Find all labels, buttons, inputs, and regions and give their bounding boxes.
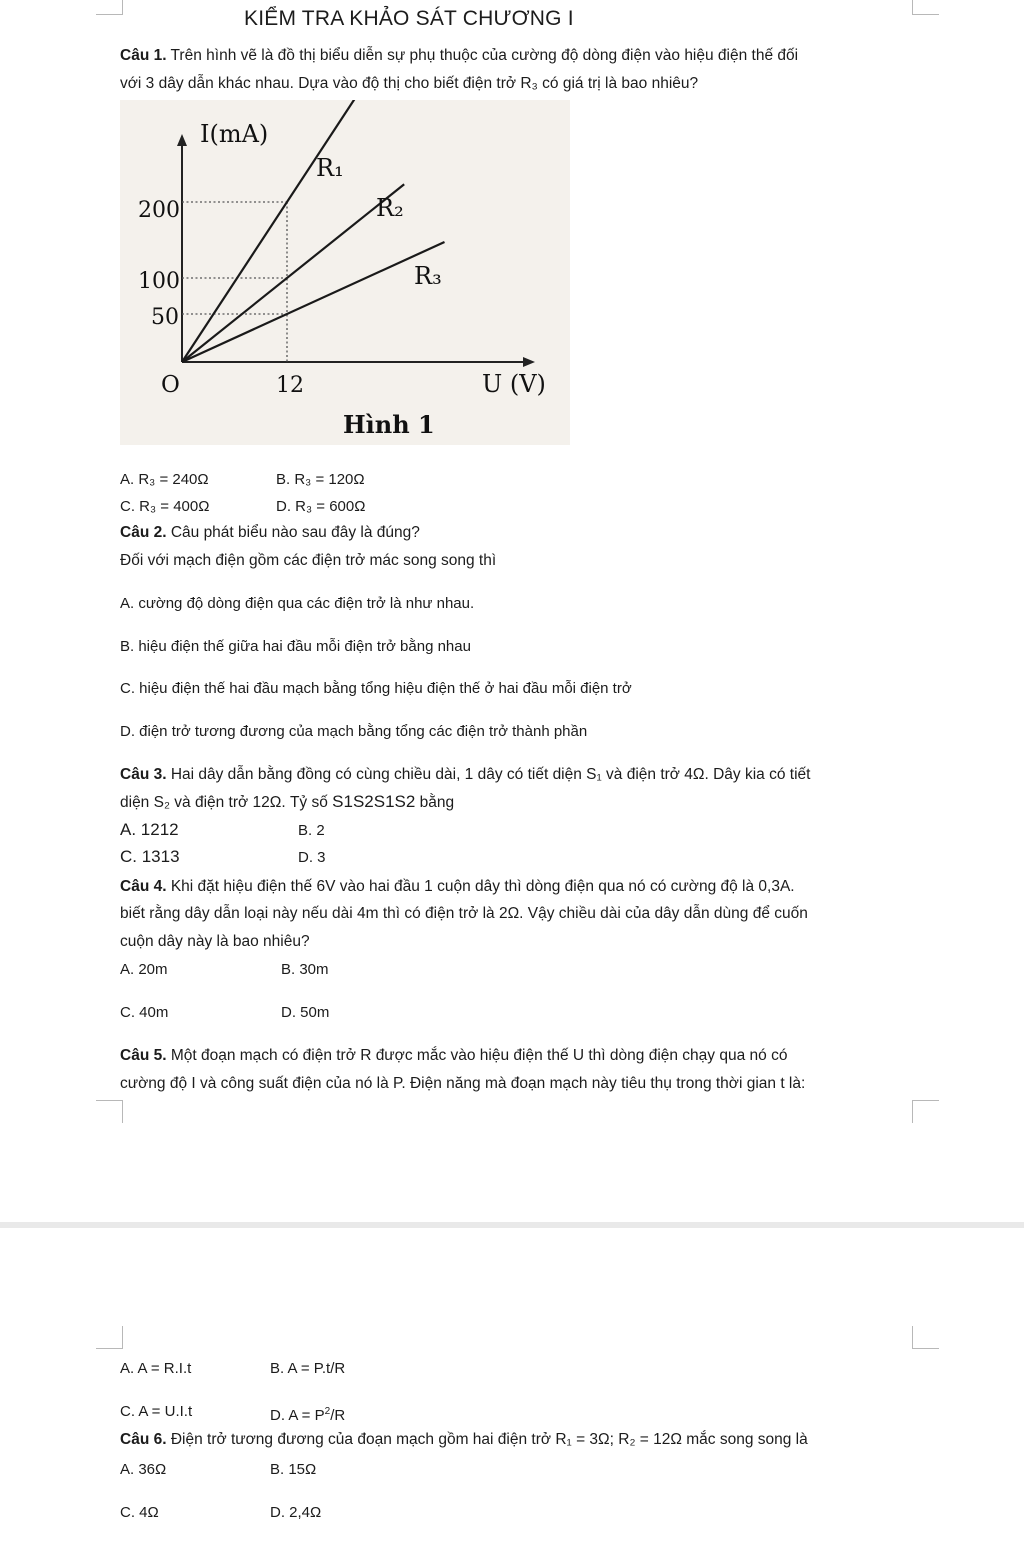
y-tick-100: 100 bbox=[138, 269, 180, 294]
y-axis-label: I(mA) bbox=[200, 120, 269, 148]
question-3-line-1 bbox=[120, 765, 810, 785]
question-4-label: Câu 4. bbox=[120, 878, 167, 895]
question-1-option-c[interactable]: C. R₃ = 400Ω bbox=[120, 498, 210, 515]
option-d-text-end: /R bbox=[330, 1407, 346, 1424]
crop-mark bbox=[912, 1100, 939, 1123]
question-2-option-c[interactable]: C. hiệu điện thế hai đầu mạch bằng tổng hiệu điện thế ở hai đầu mỗi điện trở bbox=[120, 680, 632, 697]
crop-mark bbox=[912, 1326, 939, 1349]
question-2-option-b[interactable]: B. hiệu điện thế giữa hai đầu mỗi điện trở bằng nhau bbox=[120, 638, 471, 655]
question-5-line-1 bbox=[120, 1046, 787, 1066]
question-1-option-d[interactable]: D. R₃ = 600Ω bbox=[276, 498, 366, 515]
question-5-line-2: cường độ I và công suất điện của nó là P. Điện năng mà đoạn mạch này tiêu thụ trong thời gian t là: bbox=[120, 1075, 806, 1092]
series-label-r2: R₂ bbox=[376, 194, 404, 222]
question-6-option-c[interactable]: C. 4Ω bbox=[120, 1504, 159, 1521]
question-4-option-b[interactable]: B. 30m bbox=[281, 961, 329, 978]
question-5-option-d[interactable] bbox=[270, 1402, 345, 1426]
question-6-option-d[interactable]: D. 2,4Ω bbox=[270, 1504, 322, 1521]
question-4-option-d[interactable]: D. 50m bbox=[281, 1004, 330, 1021]
question-5-option-a[interactable]: A. A = R.I.t bbox=[120, 1360, 192, 1377]
question-3-label: Câu 3. bbox=[120, 766, 167, 783]
question-3-option-b[interactable]: B. 2 bbox=[298, 822, 325, 839]
question-1-option-b[interactable]: B. R₃ = 120Ω bbox=[276, 471, 365, 488]
question-1-text: Trên hình vẽ là đồ thị biểu diễn sự phụ thuộc của cường độ dòng điện vào hiệu điện thế đối bbox=[166, 47, 799, 64]
question-6-option-a[interactable]: A. 36Ω bbox=[120, 1461, 167, 1478]
question-3-option-a[interactable]: A. 1212 bbox=[120, 820, 179, 839]
series-label-r3: R₃ bbox=[414, 262, 442, 290]
question-4-option-a[interactable]: A. 20m bbox=[120, 961, 168, 978]
question-3-text-c: bằng bbox=[415, 794, 455, 811]
question-6-text: Điện trở tương đương của đoạn mạch gồm hai điện trở R₁ = 3Ω; R₂ = 12Ω mắc song song là bbox=[166, 1431, 808, 1448]
series-label-r1: R₁ bbox=[316, 154, 344, 182]
question-6-line-1 bbox=[120, 1430, 808, 1450]
origin-label: O bbox=[161, 372, 180, 398]
question-5-option-b[interactable]: B. A = P.t/R bbox=[270, 1360, 346, 1377]
x-axis-label: U (V) bbox=[482, 370, 546, 398]
question-2-line-1 bbox=[120, 523, 420, 543]
y-tick-50: 50 bbox=[151, 305, 179, 330]
question-5-option-c[interactable]: C. A = U.I.t bbox=[120, 1403, 193, 1420]
figure-1-iu-graph bbox=[120, 100, 570, 450]
option-d-exponent: 2 bbox=[324, 1406, 331, 1417]
question-4-option-c[interactable]: C. 40m bbox=[120, 1004, 169, 1021]
question-2-stem: Đối với mạch điện gồm các điện trở mác song song thì bbox=[120, 552, 497, 569]
question-5-text: Một đoạn mạch có điện trở R được mắc vào hiệu điện thế U thì dòng điện chạy qua nó có bbox=[166, 1047, 788, 1064]
figure-caption: Hình 1 bbox=[343, 410, 435, 439]
question-1-line-2: với 3 dây dẫn khác nhau. Dựa vào độ thị cho biết điện trở R₃ có giá trị là bao nhiêu? bbox=[120, 75, 699, 92]
question-3-text: Hai dây dẫn bằng đồng có cùng chiều dài, 1 dây có tiết diện S₁ và điện trở 4Ω. Dây kia có tiết bbox=[166, 766, 811, 783]
question-1-label: Câu 1. bbox=[120, 47, 167, 64]
crop-mark bbox=[96, 0, 123, 15]
question-4-line-2: biết rằng dây dẫn loại này nếu dài 4m thì có điện trở là 2Ω. Vậy chiều dài của dây dẫn dùng để cuốn bbox=[120, 905, 808, 922]
question-4-line-3: cuộn dây này là bao nhiêu? bbox=[120, 933, 310, 950]
question-3-option-d[interactable]: D. 3 bbox=[298, 849, 326, 866]
question-4-line-1 bbox=[120, 877, 795, 897]
crop-mark bbox=[912, 0, 939, 15]
page-title: KIỂM TRA KHẢO SÁT CHƯƠNG I bbox=[244, 7, 574, 30]
question-6-option-b[interactable]: B. 15Ω bbox=[270, 1461, 317, 1478]
y-tick-200: 200 bbox=[138, 198, 180, 223]
question-3-text-a: diện S₂ và điện trở 12Ω. Tỷ số bbox=[120, 794, 333, 811]
question-6-label: Câu 6. bbox=[120, 1431, 167, 1448]
question-1-option-a[interactable]: A. R₃ = 240Ω bbox=[120, 471, 209, 488]
question-2-label: Câu 2. bbox=[120, 524, 167, 541]
question-3-option-c[interactable]: C. 1313 bbox=[120, 847, 180, 866]
question-4-text: Khi đặt hiệu điện thế 6V vào hai đầu 1 cuộn dây thì dòng điện qua nó có cường độ là 0,3A. bbox=[166, 878, 795, 895]
page-2 bbox=[0, 1228, 1024, 1550]
question-3-line-2 bbox=[120, 792, 454, 813]
question-3-ratio: S1S2S1S2 bbox=[332, 792, 416, 811]
question-2-option-a[interactable]: A. cường độ dòng điện qua các điện trở là như nhau. bbox=[120, 595, 475, 612]
question-5-label: Câu 5. bbox=[120, 1047, 167, 1064]
x-tick-12: 12 bbox=[276, 373, 304, 398]
question-2-text: Câu phát biểu nào sau đây là đúng? bbox=[166, 524, 420, 541]
crop-mark bbox=[96, 1100, 123, 1123]
option-d-text: D. A = P bbox=[270, 1407, 325, 1424]
question-1-line-1 bbox=[120, 46, 798, 66]
question-2-option-d[interactable]: D. điện trở tương đương của mạch bằng tổng các điện trở thành phần bbox=[120, 723, 588, 740]
crop-mark bbox=[96, 1326, 123, 1349]
